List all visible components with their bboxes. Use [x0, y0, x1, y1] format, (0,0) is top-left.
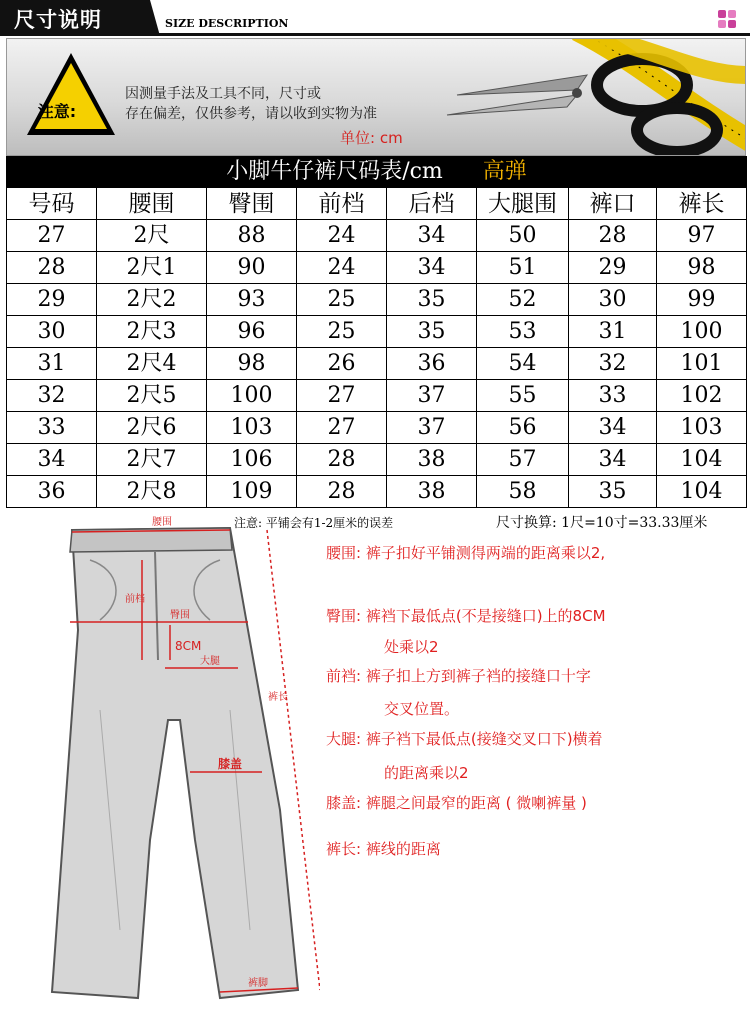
- table-cell: 38: [387, 444, 477, 476]
- table-cell: 2尺4: [97, 348, 207, 380]
- table-cell: 33: [7, 412, 97, 444]
- table-cell: 38: [387, 476, 477, 508]
- table-cell: 35: [387, 284, 477, 316]
- table-cell: 24: [297, 252, 387, 284]
- desc-text: 裤腿之间最窄的距离 ( 微喇裤量 ): [365, 794, 587, 812]
- size-table: [6, 156, 747, 508]
- desc-text: 裤子扣好平铺测得两端的距离乘以2,: [365, 544, 606, 562]
- table-cell: 24: [297, 220, 387, 252]
- table-cell: 2尺1: [97, 252, 207, 284]
- table-cell: 26: [297, 348, 387, 380]
- table-cell: 50: [477, 220, 569, 252]
- table-cell: 28: [7, 252, 97, 284]
- table-title-row: [7, 157, 747, 188]
- table-cell: 93: [207, 284, 297, 316]
- table-row: [7, 220, 747, 252]
- table-cell: 32: [569, 348, 657, 380]
- desc-hip-line2: 处乘以2: [384, 638, 439, 656]
- table-cell: 57: [477, 444, 569, 476]
- desc-knee: [326, 792, 587, 813]
- table-cell: 53: [477, 316, 569, 348]
- table-row: [7, 316, 747, 348]
- table-row: [7, 412, 747, 444]
- table-cell: 2尺6: [97, 412, 207, 444]
- table-cell: 2尺: [97, 220, 207, 252]
- table-header-cell: 裤长: [657, 188, 747, 220]
- scissors-tape-icon: [427, 38, 746, 156]
- table-cell: 101: [657, 348, 747, 380]
- table-header-cell: 大腿围: [477, 188, 569, 220]
- desc-waist: [326, 542, 605, 563]
- table-cell: 37: [387, 412, 477, 444]
- table-cell: 33: [569, 380, 657, 412]
- label-length: 裤长: [268, 692, 288, 703]
- table-cell: 55: [477, 380, 569, 412]
- table-cell: 27: [7, 220, 97, 252]
- warning-triangle-icon: [25, 49, 117, 141]
- table-header-cell: 腰围: [97, 188, 207, 220]
- table-cell: 35: [387, 316, 477, 348]
- notice-line-1: 因测量手法及工具不同，尺寸或: [125, 86, 321, 102]
- section-header: [0, 0, 750, 36]
- label-hem: 裤脚: [248, 978, 268, 989]
- section-title: 尺寸说明: [14, 8, 102, 32]
- table-cell: 36: [387, 348, 477, 380]
- table-cell: 37: [387, 380, 477, 412]
- table-cell: 25: [297, 316, 387, 348]
- label-waist: 腰围: [152, 517, 172, 528]
- table-title: 小脚牛仔裤尺码表/cm: [226, 159, 443, 184]
- table-cell: 29: [569, 252, 657, 284]
- table-header-cell: 前档: [297, 188, 387, 220]
- table-cell: 56: [477, 412, 569, 444]
- table-cell: 30: [7, 316, 97, 348]
- table-cell: 51: [477, 252, 569, 284]
- desc-length: [326, 838, 441, 859]
- table-row: [7, 444, 747, 476]
- table-cell: 2尺7: [97, 444, 207, 476]
- brand-logo-icon: [718, 10, 736, 28]
- desc-label: 膝盖:: [326, 794, 362, 812]
- desc-label: 前裆:: [326, 667, 362, 685]
- label-knee: 膝盖: [218, 757, 243, 771]
- desc-label: 腰围:: [326, 544, 362, 562]
- desc-label: 裤长:: [326, 840, 362, 858]
- table-cell: 27: [297, 380, 387, 412]
- table-header-cell: 臀围: [207, 188, 297, 220]
- table-row: [7, 476, 747, 508]
- conversion-note: 尺寸换算: 1尺=10寸=33.33厘米: [496, 515, 708, 531]
- table-cell: 109: [207, 476, 297, 508]
- section-subtitle: SIZE DESCRIPTION: [165, 17, 289, 30]
- desc-thigh-line2: 的距离乘以2: [384, 764, 469, 782]
- table-header-cell: 号码: [7, 188, 97, 220]
- desc-text: 裤线的距离: [365, 840, 441, 858]
- desc-label: 大腿:: [326, 730, 362, 748]
- table-cell: 88: [207, 220, 297, 252]
- table-cell: 36: [7, 476, 97, 508]
- table-row: [7, 380, 747, 412]
- table-cell: 25: [297, 284, 387, 316]
- table-cell: 103: [207, 412, 297, 444]
- desc-hip: [326, 605, 606, 626]
- label-hip: 臀围: [170, 610, 190, 621]
- table-header-cell: 裤口: [569, 188, 657, 220]
- table-header-cell: 后档: [387, 188, 477, 220]
- table-cell: 34: [387, 220, 477, 252]
- table-cell: 58: [477, 476, 569, 508]
- notice-line-2: 存在偏差，仅供参考，请以收到实物为准: [125, 106, 377, 122]
- table-row: [7, 284, 747, 316]
- table-cell: 28: [569, 220, 657, 252]
- table-title-tag: 高弹: [482, 159, 527, 184]
- warning-label: 注意:: [37, 102, 77, 121]
- label-hip-offset: 8CM: [175, 639, 202, 653]
- table-row: [7, 348, 747, 380]
- label-front-rise: 前档: [125, 594, 145, 605]
- table-cell: 31: [7, 348, 97, 380]
- table-cell: 34: [569, 412, 657, 444]
- table-cell: 103: [657, 412, 747, 444]
- table-cell: 97: [657, 220, 747, 252]
- table-cell: 98: [657, 252, 747, 284]
- table-cell: 100: [207, 380, 297, 412]
- table-cell: 27: [297, 412, 387, 444]
- table-cell: 54: [477, 348, 569, 380]
- notice-banner: [6, 38, 746, 156]
- table-cell: 106: [207, 444, 297, 476]
- label-thigh: 大腿: [200, 656, 220, 667]
- table-cell: 34: [569, 444, 657, 476]
- table-cell: 96: [207, 316, 297, 348]
- table-cell: 34: [387, 252, 477, 284]
- table-header-row: [7, 188, 747, 220]
- error-note: 注意: 平铺会有1-2厘米的误差: [234, 516, 394, 530]
- table-cell: 35: [569, 476, 657, 508]
- table-cell: 31: [569, 316, 657, 348]
- table-cell: 2尺3: [97, 316, 207, 348]
- table-cell: 28: [297, 476, 387, 508]
- table-cell: 104: [657, 444, 747, 476]
- table-cell: 30: [569, 284, 657, 316]
- unit-label: 单位: cm: [340, 129, 403, 147]
- table-cell: 90: [207, 252, 297, 284]
- desc-front-rise: [326, 665, 591, 686]
- desc-text: 裤裆下最低点(不是接缝口)上的8CM: [365, 607, 606, 625]
- table-cell: 102: [657, 380, 747, 412]
- table-row: [7, 252, 747, 284]
- table-cell: 99: [657, 284, 747, 316]
- desc-text: 裤子裆下最低点(接缝交叉口下)横着: [365, 730, 603, 748]
- table-cell: 52: [477, 284, 569, 316]
- table-cell: 98: [207, 348, 297, 380]
- table-cell: 29: [7, 284, 97, 316]
- table-cell: 2尺5: [97, 380, 207, 412]
- desc-front-rise-line2: 交叉位置。: [384, 700, 460, 718]
- desc-label: 臀围:: [326, 607, 362, 625]
- jeans-diagram: [30, 510, 320, 1015]
- table-cell: 104: [657, 476, 747, 508]
- table-cell: 34: [7, 444, 97, 476]
- jeans-outline: [52, 528, 298, 998]
- table-cell: 28: [297, 444, 387, 476]
- desc-thigh: [326, 728, 603, 749]
- table-cell: 100: [657, 316, 747, 348]
- desc-text: 裤子扣上方到裤子裆的接缝口十字: [365, 667, 591, 685]
- header-divider: [150, 33, 750, 36]
- table-cell: 2尺8: [97, 476, 207, 508]
- table-cell: 2尺2: [97, 284, 207, 316]
- table-cell: 32: [7, 380, 97, 412]
